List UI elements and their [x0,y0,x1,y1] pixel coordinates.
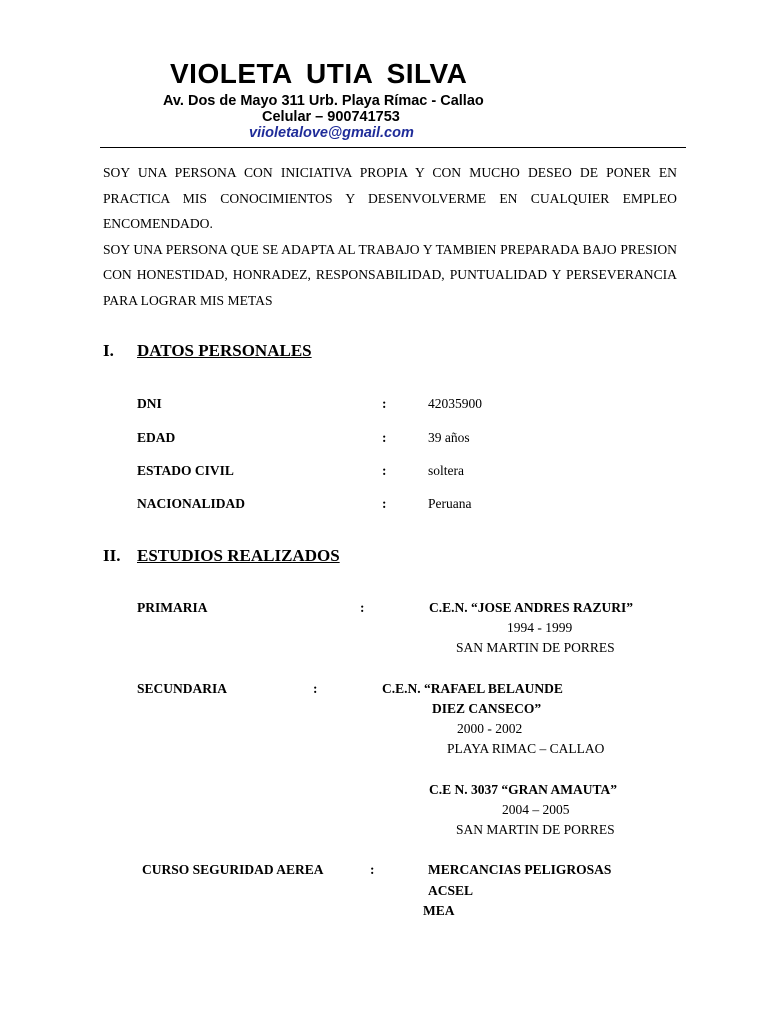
study-label-secondary: SECUNDARIA [137,681,228,696]
field-label: ESTADO CIVIL [137,463,234,478]
school-years: 2000 - 2002 [457,721,523,736]
field-colon: : [382,463,387,478]
field-label: NACIONALIDAD [137,496,246,511]
school-name: DIEZ CANSECO” [432,701,542,716]
field-label: DNI [137,396,162,411]
field-value: 39 años [428,430,470,445]
study-label-primary: PRIMARIA [137,600,208,615]
school-place: PLAYA RIMAC – CALLAO [447,741,605,756]
school-name: C.E.N. “RAFAEL BELAUNDE [382,681,563,696]
field-colon: : [382,396,387,411]
field-colon: : [360,600,365,615]
school-place: SAN MARTIN DE PORRES [456,640,615,655]
course-item: MEA [423,903,455,918]
course-item: ACSEL [428,883,474,898]
candidate-name: VIOLETA UTIA SILVA [170,58,468,89]
summary-paragraph: SOY UNA PERSONA CON INICIATIVA PROPIA Y CON MUCHO DESEO DE PONER EN PRACTICA MIS CONOCIMIENTOS Y DESENVOLVERME EN CUALQUIER EMPLEO ENCOMENDADO. [103,165,677,231]
field-value: 42035900 [428,396,482,411]
address: Av. Dos de Mayo 311 Urb. Playa Rímac - Callao [163,93,484,109]
field-label: EDAD [137,430,176,445]
phone: Celular – 900741753 [262,109,400,125]
school-years: 2004 – 2005 [502,802,570,817]
section-title-studies: ESTUDIOS REALIZADOS [137,546,340,565]
section-number: II. [103,546,121,565]
study-label-course: CURSO SEGURIDAD AEREA [142,862,324,877]
course-item: MERCANCIAS PELIGROSAS [428,862,612,877]
field-value: soltera [428,463,464,478]
field-colon: : [370,862,375,877]
school-place: SAN MARTIN DE PORRES [456,822,615,837]
field-colon: : [313,681,318,696]
school-years: 1994 - 1999 [507,620,573,635]
field-colon: : [382,496,387,511]
section-title-personal: DATOS PERSONALES [137,341,312,360]
profile-summary [103,160,677,313]
field-colon: : [382,430,387,445]
header-divider [100,147,686,148]
summary-paragraph: SOY UNA PERSONA QUE SE ADAPTA AL TRABAJO Y TAMBIEN PREPARADA BAJO PRESION CON HONESTIDAD, HONRADEZ, RESPONSABILIDAD, PUNTUALIDAD Y PERSEVERANCIA PARA LOGRAR MIS METAS [103,241,677,308]
school-name: C.E N. 3037 “GRAN AMAUTA” [429,782,617,797]
section-number: I. [103,341,114,360]
field-value: Peruana [428,496,472,511]
email-link[interactable]: viioletalove@gmail.com [249,125,414,141]
school-name: C.E.N. “JOSE ANDRES RAZURI” [429,600,634,615]
